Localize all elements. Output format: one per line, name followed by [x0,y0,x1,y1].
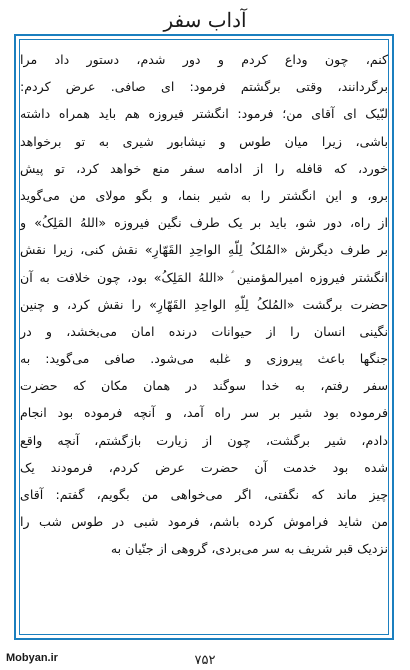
text-line: چیز ماند که نگفتی، اگر می‌خواهی من بگویم، گفتم: آقای [20,487,388,502]
page-title: آداب سفر [163,8,247,32]
text-line: بر طرف دیگرش «المُلکُ لِلّهِ الواحِدِ القَهّارِ» نقش کنی، زیرا نقش [20,242,388,258]
text-line: دادم، شیر برگشت، چون از زیارت بازگشتم، آنچه واقع [20,432,388,448]
text-line: فرموده بود شیر بر سر راه آمد، و آنچه فرموده بود انجام [20,405,388,421]
text-line: کنم، چون وداع کردم و دور شدم، دستور داد مرا [20,52,388,67]
text-line: نزدیک قبر شریف به سر می‌بردی، گروهی از جنّیان به [110,541,388,557]
page-number: ۷۵۲ [194,653,216,668]
text-line: انگشتر فیروزه امیرالمؤمنین ؑ «اللهُ المَلِکُ» بود، چون خلافت به آن [20,269,388,285]
text-line: لبّیک ای آقای من؛ فرمود: انگشتر فیروزه هم باید همراه داشته [20,106,388,122]
text-line: شده بود خدمت آن حضرت عرض کردم، فرمودند یک [20,459,388,475]
text-line: از راه، دور شو، باید بر یک طرف نگین فیروزه «اللهُ المَلِکُ» و [20,215,388,231]
text-line: حضرت برگشت «المُلکُ لِلّهِ الواحِدِ القَهّارِ» را نقش کرد، و چنین [20,296,388,312]
text-line: نگینی انسان را از حیوانات درنده امان می‌بخشد، و در [20,323,388,339]
text-body [20,46,388,563]
text-line: باشی، زیرا میان طوس و نیشابور شیری به تو برخواهد [20,133,388,149]
text-line: من شاید فراموش کرده باشم، فرمود شبی در طوس شب را [20,514,388,530]
text-line: جنگها باعث پیروزی و غلبه می‌شود. صافی می‌گوید: به [20,351,388,367]
text-line: برو، و این انگشتر را به شیر بنما، و بگو مولای من می‌گوید [20,187,388,203]
text-line: خورد، که قافله را از ادامه سفر منع خواهد کرد، تو پیش [20,160,388,176]
text-line: سفر رفتم، به خدا سوگند در همان مکان که حضرت [20,378,388,394]
text-line: برگردانند، وقتی برگشتم فرمود: ای صافی. عرض کردم: [20,79,388,95]
site-watermark: Mobyan.ir [6,652,58,664]
